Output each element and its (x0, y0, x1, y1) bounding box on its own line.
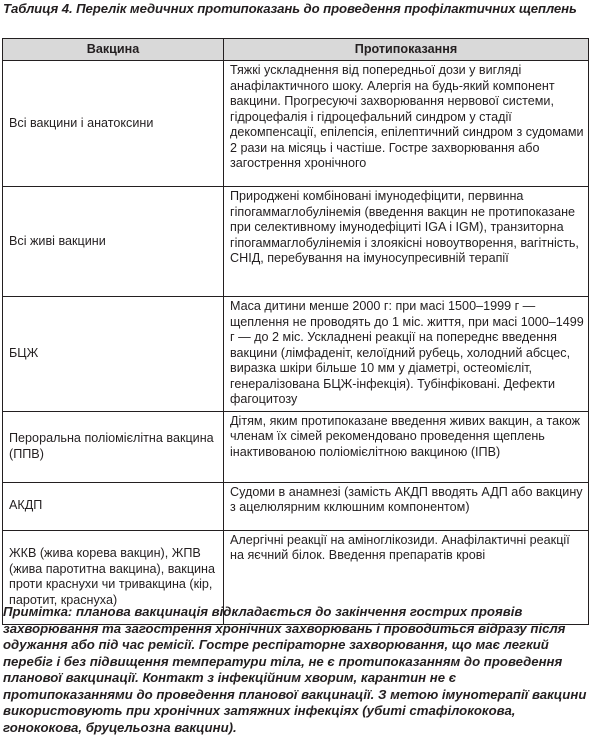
footnote: Примітка: планова вакцинація відкладається до закінчення гострих проявів захворювання та загострення хронічних захворювань і проводиться відразу після одужання або під час ремісії. Гостре респіраторне захворювання, що має легкий перебіг і без підвищення температури тіла, не є протипоказанням до проведення планової вакцинації. Контакт з інфекційним хворим, карантин не є протипоказаннями до проведення планової вакцинації. З метою імунотерапії вакцини використовують при хронічних затяжних інфекціях (убиті стафілококова, гонококова, бруцельозна вакцини). (3, 604, 587, 735)
contraindications-table (2, 38, 589, 625)
contraindications-cell: Дітям, яким протипоказане введення живих вакцин, а також членам їх сімей рекомендовано проведення щеплень інактивованою поліомієлітною вакциною (ІПВ) (224, 411, 589, 482)
contraindications-cell: Природжені комбіновані імунодефіцити, первинна гіпогаммаглобулінемія (введення вакцин не протипоказане при селективному імунодефіциті IGA і IGM), транзиторна гіпогаммаглобулінемія і злоякісні новоутворення, вагітність, СНІД, перебування на імуносупресивній терапії (224, 187, 589, 297)
table-row (3, 297, 589, 412)
column-header-contraindications: Протипоказання (224, 39, 589, 61)
vaccine-cell: Пероральна поліомієлітна вакцина (ППВ) (3, 411, 224, 482)
contraindications-cell: Судоми в анамнезі (замість АКДП вводять АДП або вакцину з ацелюлярним кклюшним компонентом) (224, 482, 589, 530)
table-caption: Таблиця 4. Перелік медичних протипоказань до проведення профілактичних щеплень (3, 1, 577, 16)
vaccine-cell: АКДП (3, 482, 224, 530)
table-row (3, 61, 589, 187)
contraindications-table-container (2, 38, 588, 625)
table-row (3, 187, 589, 297)
column-header-vaccine: Вакцина (3, 39, 224, 61)
contraindications-cell: Тяжкі ускладнення від попередньої дози у вигляді анафілактичного шоку. Алергія на будь-який компонент вакцини. Прогресуючі захворювання нервової системи, гідроцефалія і гідроцефальний синдром у стадії декомпенсації, епілепсія, епілептичний синдром з судомами 2 рази на місяць і частіше. Гостре захворювання або загострення хронічного (224, 61, 589, 187)
vaccine-cell: БЦЖ (3, 297, 224, 412)
table-row (3, 482, 589, 530)
vaccine-cell: Всі живі вакцини (3, 187, 224, 297)
table-row (3, 411, 589, 482)
vaccine-cell: ЖКВ (жива корева вакцин), ЖПВ (жива паротитна вакцина), вакцина проти краснухи чи тривакцина (кір, паротит, краснуха) (3, 530, 224, 624)
contraindications-cell: Алергічні реакції на аміноглікозиди. Анафілактичні реакції на яєчний білок. Введення препаратів крові (224, 530, 589, 624)
contraindications-cell: Маса дитини менше 2000 г: при масі 1500–1999 г — щеплення не проводять до 1 міс. життя, при масі 1000–1499 г — до 2 міс. Ускладнені реакції на попереднє введення вакцини (лімфаденіт, келоїдний рубець, холодний абсцес, виразка шкіри більше 10 мм у діаметрі, остеомієліт, генералізована БЦЖ-інфекція). Тубінфіковані. Дефекти фагоцитозу (224, 297, 589, 412)
vaccine-cell: Всі вакцини і анатоксини (3, 61, 224, 187)
table-header-row (3, 39, 589, 61)
